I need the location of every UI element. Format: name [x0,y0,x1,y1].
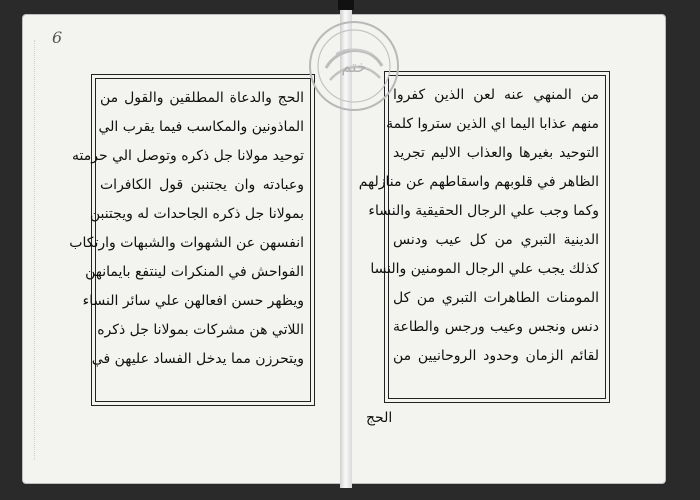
text-line: من المنهي عنه لعن الذين كفروا [393,87,599,103]
spine-mark [338,0,354,10]
text-line: منهم عذابا اليما اي الذين ستروا كلمة [386,116,599,132]
seal-lettering: ختم [341,57,367,76]
text-line: التوحيد بغيرها والعذاب الاليم تجريد [393,145,599,161]
text-line: توحيد مولانا جل ذكره وتوصل الي حرمته [72,148,304,164]
text-line: بمولانا جل ذكره الجاحدات له ويجتنبن [89,206,304,222]
text-line: انفسهن عن الشهوات والشبهات وارتكاب [69,235,304,251]
text-line: دنس ونجس وعيب ورجس والطاعة [393,319,599,335]
text-line: كذلك يجب علي الرجال المومنين والنسا [370,261,599,277]
folio-number: 6 [52,28,63,47]
text-line: الظاهر في قلوبهم واسقاطهم عن منازلهم [358,174,599,190]
right-page-text [358,81,599,371]
text-line: ويظهر حسن افعالهن علي سائر النساء [82,293,304,309]
text-line: الدينية التبري من كل عيب ودنس [393,232,599,248]
text-line: الحج والدعاة المطلقين والقول من [100,90,304,106]
text-line: ويتحرزن مما يدخل الفساد عليهن في [91,351,304,367]
catchword: الحج [366,410,393,426]
left-page-text [69,84,304,374]
text-line: لقائم الزمان وحدود الروحانيين من [393,348,599,364]
text-line: اللاتي هن مشركات بمولانا جل ذكره [97,322,304,338]
text-line: المومنات الطاهرات التبري من كل [393,290,599,306]
text-line: الماذونين والمكاسب فيما يقرب الي [98,119,304,135]
margin-stitching [34,40,39,460]
text-line: وعبادته وان يجتنبن قول الكافرات [100,177,304,193]
text-line: وكما وجب علي الرجال الحقيقية والنساء [368,203,599,219]
text-line: الفواحش في المنكرات لينتفع بايمانهن [85,264,304,280]
library-seal-stamp [306,18,402,114]
